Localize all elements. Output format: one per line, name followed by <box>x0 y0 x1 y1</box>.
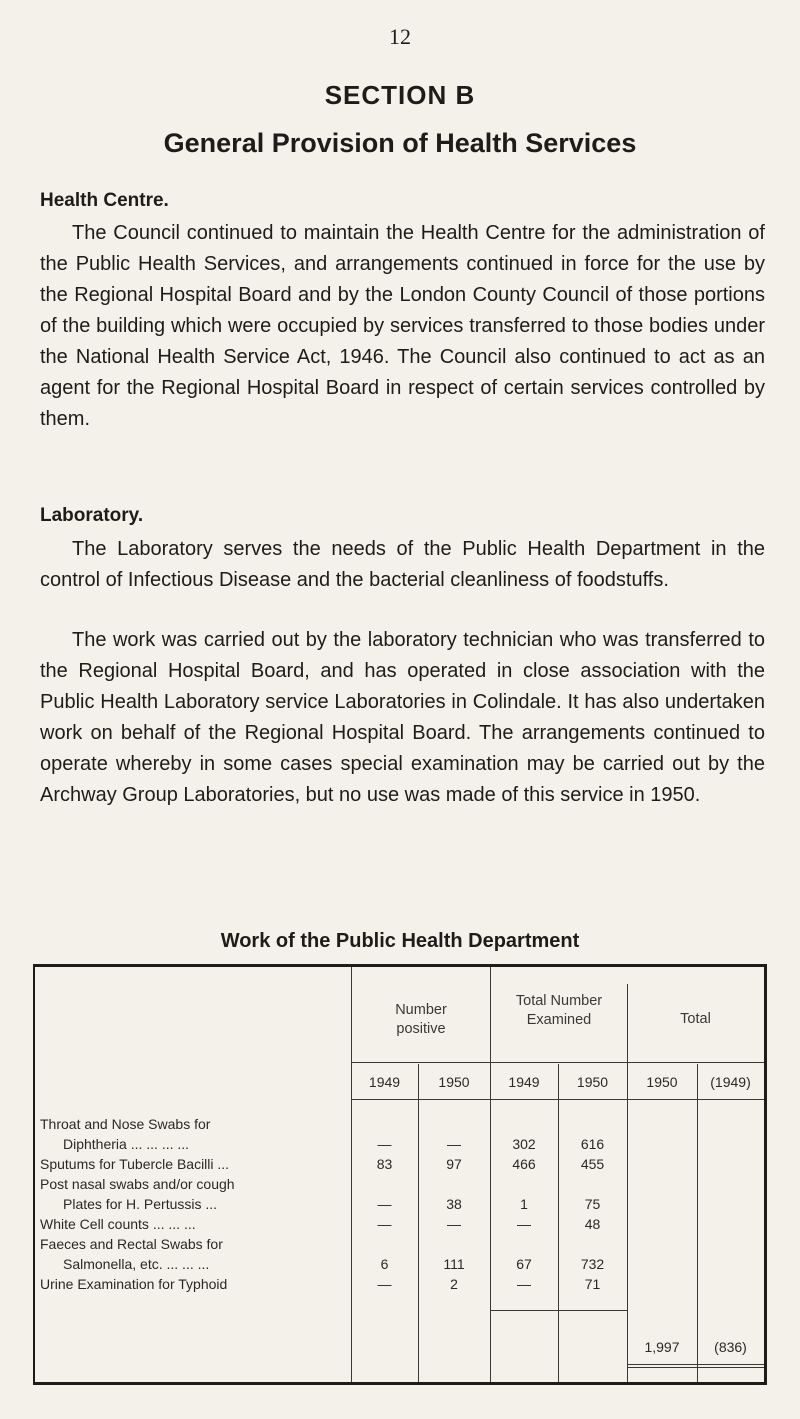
cell-pos-1949: — <box>377 1136 392 1152</box>
total-rule-1949 <box>697 1367 764 1368</box>
page-number: 12 <box>389 24 411 49</box>
header-total: Total <box>680 1011 711 1027</box>
cell-pos-1950: 38 <box>446 1196 462 1212</box>
section-title: General Provision of Health Services <box>163 128 637 158</box>
table-top-rule <box>33 964 767 967</box>
cell-ex-1949: — <box>517 1216 531 1232</box>
col-divider <box>627 984 628 1382</box>
cell-pos-1949: — <box>377 1196 392 1212</box>
year-header: 1950 <box>646 1074 678 1090</box>
year-header: 1949 <box>508 1074 540 1090</box>
total-1949: (836) <box>714 1339 747 1355</box>
row-label: Diphtheria ... ... ... ... <box>63 1136 190 1152</box>
header-total-examined: Total Number Examined <box>515 993 603 1028</box>
year-header: 1950 <box>576 1074 609 1090</box>
cell-ex-1950: 48 <box>584 1216 601 1232</box>
cell-ex-1949: 67 <box>516 1256 532 1272</box>
col-divider <box>351 967 352 1382</box>
year-header: 1950 <box>438 1074 470 1090</box>
table-title: Work of the Public Health Department <box>220 930 580 952</box>
header-rule <box>351 1062 764 1063</box>
col-divider <box>490 967 491 1382</box>
year-rule <box>351 1099 764 1100</box>
row-label: White Cell counts ... ... ... <box>40 1216 196 1232</box>
cell-pos-1950: 2 <box>450 1276 458 1292</box>
cell-pos-1950: — <box>447 1216 461 1232</box>
cell-ex-1949: — <box>517 1276 531 1292</box>
total-1950: 1,997 <box>644 1339 680 1355</box>
subtotal-rule <box>490 1310 627 1311</box>
row-label: Post nasal swabs and/or cough <box>40 1176 235 1192</box>
col-divider <box>697 1064 698 1382</box>
health-centre-paragraph: The Council continued to maintain the Health Centre for the administration of the Public Health Services, and arrangements continued in force for the use by the Regional Hospital Board and by the London County Council of those portions of the building which were occupied by services transferred to those bodies under the National Health Service Act, 1946. The Council also continued to act as an agent for the Regional Hospital Board in respect of certain services controlled by them. <box>40 222 765 430</box>
table-left-rule <box>33 964 35 1385</box>
cell-pos-1950: — <box>447 1136 461 1152</box>
health-centre-heading: Health Centre. <box>40 190 169 211</box>
row-label: Sputums for Tubercle Bacilli ... <box>40 1156 230 1172</box>
cell-ex-1950: 732 <box>580 1256 605 1272</box>
cell-pos-1950: 111 <box>443 1256 465 1272</box>
cell-ex-1950: 616 <box>580 1136 605 1152</box>
laboratory-heading: Laboratory. <box>40 505 144 526</box>
laboratory-paragraph-1: The Laboratory serves the needs of the Public Health Department in the control of Infectious Disease and the bacterial cleanliness of foodstuffs. <box>40 538 765 591</box>
total-rule-1949 <box>697 1364 764 1365</box>
row-label: Throat and Nose Swabs for <box>40 1116 211 1132</box>
total-rule-1950 <box>627 1367 697 1368</box>
section-label: SECTION B <box>324 80 476 110</box>
row-label: Urine Examination for Typhoid <box>40 1276 228 1292</box>
cell-ex-1949: 1 <box>520 1196 528 1212</box>
row-label: Plates for H. Pertussis ... <box>63 1196 218 1212</box>
table-bottom-rule <box>33 1382 767 1385</box>
year-header: 1949 <box>368 1074 401 1090</box>
cell-ex-1949: 466 <box>512 1156 536 1172</box>
work-table <box>33 964 767 1384</box>
row-label: Faeces and Rectal Swabs for <box>40 1236 223 1252</box>
cell-ex-1950: 71 <box>584 1276 601 1292</box>
cell-ex-1950: 455 <box>580 1156 605 1172</box>
year-header: (1949) <box>710 1074 751 1090</box>
header-number-positive: Number positive <box>395 1002 447 1037</box>
table-right-rule <box>764 964 767 1385</box>
laboratory-paragraph-2: The work was carried out by the laboratory technician who was transferred to the Regional Hospital Board, and has operated in close association with the Public Health Laboratory service Laboratories in Colindale. It has also undertaken work on behalf of the Regional Hospital Board. The arrangements continued to operate whereby in some cases special examination may be carried out by the Archway Group Laboratories, but no use was made of this service in 1950. <box>40 629 765 806</box>
cell-pos-1949: 83 <box>376 1156 393 1172</box>
cell-pos-1950: 97 <box>446 1156 462 1172</box>
cell-ex-1949: 302 <box>512 1136 536 1152</box>
cell-ex-1950: 75 <box>584 1196 601 1212</box>
row-label: Salmonella, etc. ... ... ... <box>63 1256 210 1272</box>
cell-pos-1949: — <box>377 1276 392 1292</box>
cell-pos-1949: 6 <box>380 1256 389 1272</box>
cell-pos-1949: — <box>377 1216 392 1232</box>
total-rule-1950 <box>627 1364 697 1365</box>
